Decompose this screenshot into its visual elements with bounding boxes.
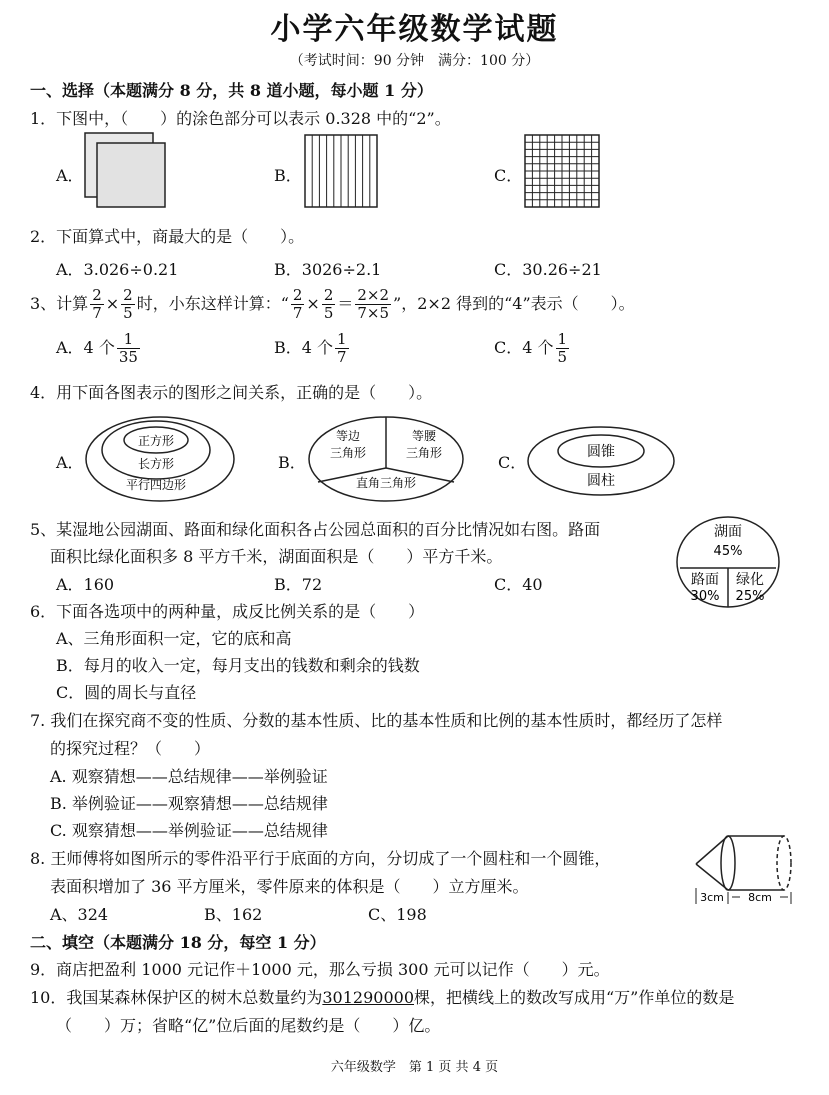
pie-lake-label: 湖面 [714,524,742,540]
denominator: 7×5 [357,304,390,322]
q1-option-b-label: B． [274,166,302,185]
q4b-right-label: 等腰 [411,429,437,443]
q8-option-a: A、324 [50,905,109,924]
denominator: 7 [292,304,303,322]
pie-green-percent: 25% [735,589,765,604]
question-5-line-1: 5、某湿地公园湖面、路面和绿化面积各占公园总面积的百分比情况如右图。路面 [30,520,601,539]
q7-option-c: C. 观察猜想——举例验证——总结规律 [50,821,328,840]
question-10-line-1 [30,985,734,1008]
numerator: 2 [292,286,303,304]
exam-info: （考试时间：90 分钟 满分：100 分） [289,53,540,69]
numerator: 2 [92,286,102,304]
q4-option-b-label: B． [278,453,306,472]
page-footer: 六年级数学 第 1 页 共 4 页 [330,1060,499,1075]
question-9: 9．商店把盈利 1000 元记作＋1000 元，那么亏损 300 元可以记作（ ）元。 [30,960,610,979]
q3-prefix: 3、计算 [30,294,89,313]
q8-cone-height-label: 3cm [700,891,724,904]
q10-prefix: 10．我国某森林保护区的树木总数量约为 [30,988,323,1007]
q6-option-c: C．圆的周长与直径 [56,683,197,702]
fraction [335,332,349,365]
q6-option-b: B．每月的收入一定，每月支出的钱数和剩余的钱数 [56,656,420,675]
q3-suffix: ”，2×2 得到的“4”表示（ ）。 [393,294,635,313]
q1-figure-a [84,132,170,208]
q4b-bottom-label: 直角三角形 [355,476,417,490]
q8-option-b: B、162 [204,905,263,924]
q2-option-b: B．3026÷2.1 [274,260,382,279]
q1-figure-b [304,134,380,210]
q4c-inner-label: 圆锥 [587,444,615,460]
question-7-line-1: 7. 我们在探究商不变的性质、分数的基本性质、比的基本性质和比例的基本性质时，都经历了怎样 [30,711,723,730]
pie-lake-percent: 45% [713,544,743,559]
fraction [121,288,135,321]
times-sign: × [306,294,320,313]
times-sign: × [105,294,120,313]
q4-diagram-b [306,414,466,504]
fraction [90,288,104,321]
numerator: 1 [557,330,568,348]
q1-option-a-label: A． [56,166,84,185]
question-8-line-2: 表面积增加了 36 平方厘米，零件原来的体积是（ ）立方厘米。 [50,877,529,896]
equals-sign: ＝ [337,294,354,313]
q4a-inner-label: 正方形 [137,434,175,448]
pie-road-percent: 30% [690,589,720,604]
denominator: 5 [123,304,133,322]
section-heading-choice: 一、选择（本题满分 8 分，共 8 道小题，每小题 1 分） [30,81,433,100]
q6-option-a: A、三角形面积一定，它的底和高 [56,629,292,648]
denominator: 7 [92,304,102,322]
q4b-right-label-2: 三角形 [405,446,443,460]
fraction [117,332,140,365]
q2-option-a: A．3.026÷0.21 [56,260,179,279]
q5-option-a: A．160 [56,575,115,594]
q4b-left-label-2: 三角形 [329,446,367,460]
denominator: 5 [557,348,568,366]
fraction [291,288,305,321]
question-10-line-2: （ ）万；省略“亿”位后面的尾数约是（ ）亿。 [56,1016,441,1035]
q3-option-b [274,328,351,368]
option-text: C．4 个 [494,338,554,357]
q5-pie-chart [674,514,784,610]
section-heading-fill: 二、填空（本题满分 18 分，每空 1 分） [30,933,326,952]
numerator: 1 [117,332,140,349]
q8-cone-cylinder-figure [692,830,804,908]
q2-option-c: C．30.26÷21 [494,260,602,279]
question-3-stem [30,284,635,324]
fraction [322,288,336,321]
pie-green-label: 绿化 [736,572,764,588]
fraction [355,288,391,321]
q5-option-b: B．72 [274,575,323,594]
question-4-stem: 4．用下面各图表示的图形之间关系，正确的是（ ）。 [30,383,433,402]
q3-mid: 时，小东这样计算：“ [136,294,289,313]
q5-option-c: C．40 [494,575,543,594]
numerator: 2 [323,286,334,304]
q1-option-c-label: C． [494,166,523,185]
q8-cylinder-length-label: 8cm [748,891,772,904]
q1-figure-c [524,134,602,210]
numerator: 2×2 [357,286,390,304]
q3-option-c [494,328,571,368]
option-text: A．4 个 [56,338,115,357]
denominator: 35 [118,348,138,366]
page-title: 小学六年级数学试题 [270,12,559,47]
q8-option-c: C、198 [368,905,427,924]
q4-diagram-a [84,414,240,504]
fraction [556,332,570,365]
q4c-outer-label: 圆柱 [587,473,615,489]
question-6-stem: 6．下面各选项中的两种量，成反比例关系的是（ ） [30,602,425,621]
q4a-middle-label: 长方形 [137,457,175,471]
question-5-line-2: 面积比绿化面积多 8 平方千米，湖面面积是（ ）平方千米。 [50,547,503,566]
q7-option-b: B. 举例验证——观察猜想——总结规律 [50,794,328,813]
question-7-line-2: 的探究过程？（ ） [50,739,211,758]
numerator: 1 [337,330,347,348]
pie-road-label: 路面 [691,572,719,588]
q4a-outer-label: 平行四边形 [125,478,187,492]
q10-underlined-number: 301290000 [322,988,414,1007]
q10-suffix: 棵，把横线上的数改写成用“万”作单位的数是 [414,988,735,1007]
question-8-line-1: 8. 王师傅将如图所示的零件沿平行于底面的方向，分切成了一个圆柱和一个圆锥， [30,849,611,868]
q4-option-a-label: A． [56,453,84,472]
q4-option-c-label: C． [498,453,527,472]
question-2-stem: 2．下面算式中，商最大的是（ ）。 [30,227,305,246]
q4-diagram-c [526,424,678,498]
q7-option-a: A. 观察猜想——总结规律——举例验证 [50,767,328,786]
q3-option-a [56,328,142,368]
denominator: 5 [323,304,334,322]
numerator: 2 [123,286,133,304]
question-1-stem: 1．下图中，（ ）的涂色部分可以表示 0.328 中的“2”。 [30,109,451,128]
option-text: B．4 个 [274,338,334,357]
q4b-left-label: 等边 [335,429,361,443]
denominator: 7 [337,348,347,366]
